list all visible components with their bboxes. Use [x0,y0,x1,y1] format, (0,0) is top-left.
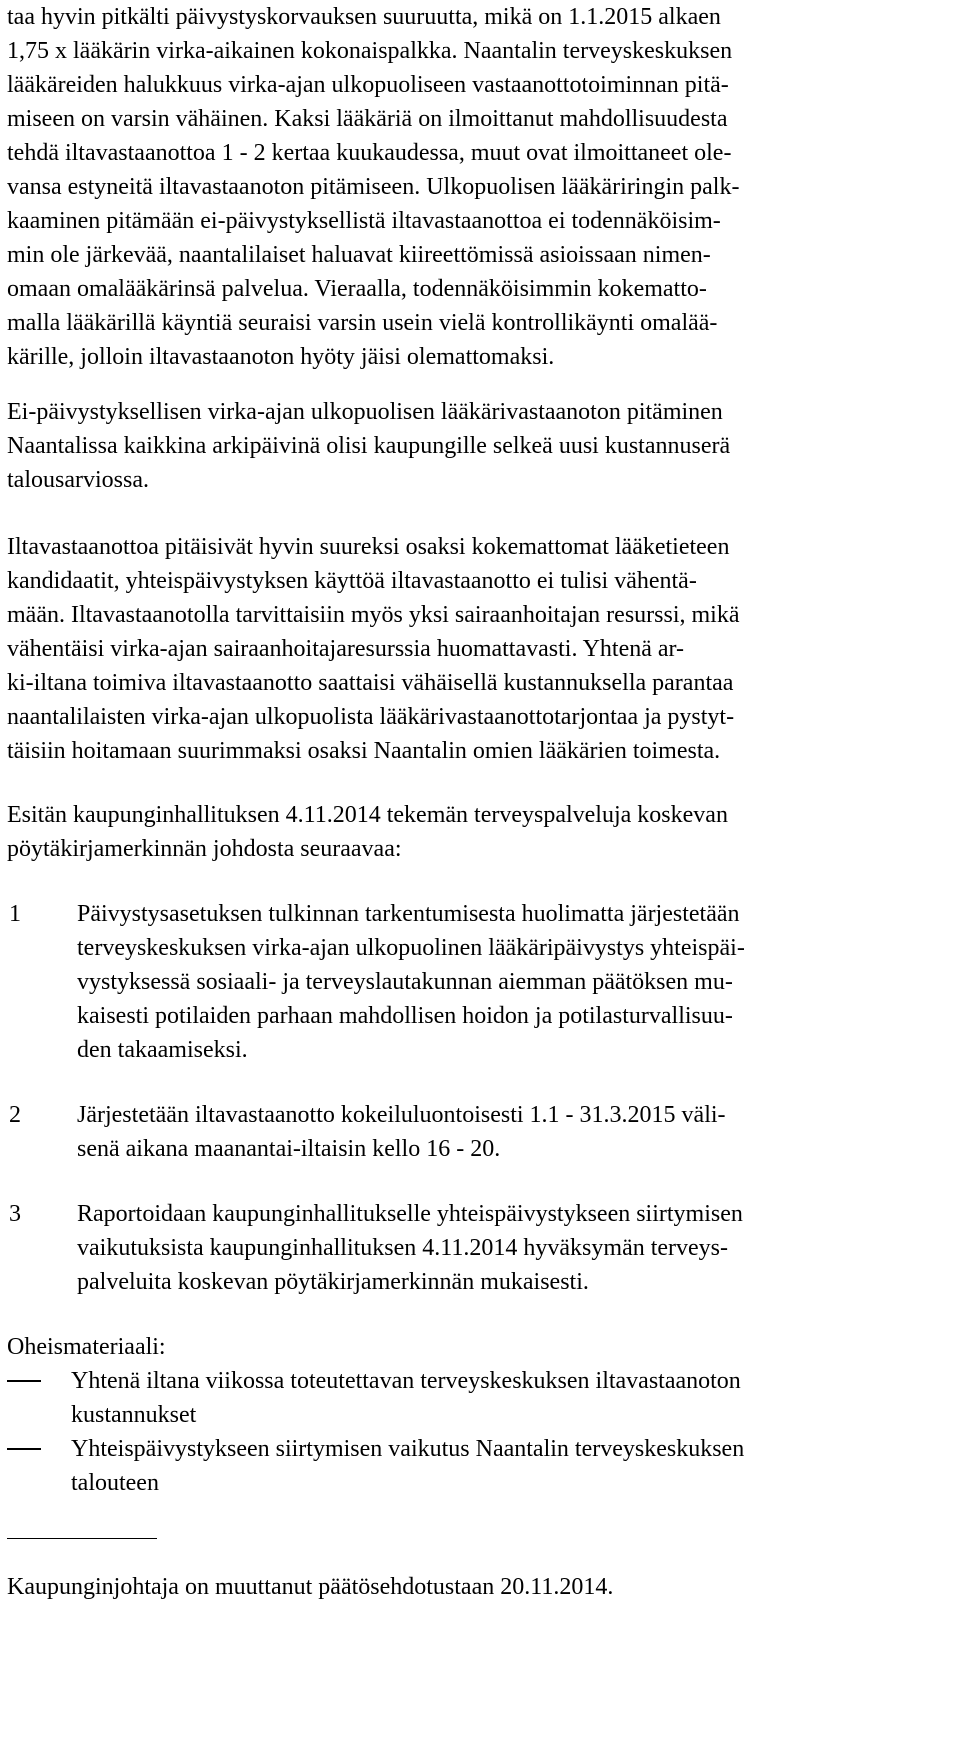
text-line: kaaminen pitämään ei-päivystyksellistä iltavastaanottoa ei todennäköisim- [7,208,721,234]
dash-bullet [7,1448,41,1450]
text-line: täisiin hoitamaan suurimmaksi osaksi Naantalin omien lääkärien toimesta. [7,738,721,764]
text-line: senä aikana maanantai-iltaisin kello 16 - 20. [77,1136,501,1162]
text-line: kustannukset [71,1402,197,1428]
text-line: Järjestetään iltavastaanotto kokeiluluontoisesti 1.1 - 31.3.2015 väli- [77,1102,726,1128]
text-line: naantalilaisten virka-ajan ulkopuolista lääkärivastaanottotarjontaa ja pystyt- [7,704,735,730]
text-line: kandidaatit, yhteispäivystyksen käyttöä iltavastaanotto ei tulisi vähentä- [7,568,697,594]
text-line: kärille, jolloin iltavastaanoton hyöty jäisi olemattomaksi. [7,344,555,370]
text-line: lääkäreiden halukkuus virka-ajan ulkopuoliseen vastaanottotoiminnan pitä- [7,72,729,98]
text-line: Päivystysasetuksen tulkinnan tarkentumisesta huolimatta järjestetään [77,901,740,927]
text-line: pöytäkirjamerkinnän johdosta seuraavaa: [7,836,402,862]
text-line: palveluita koskevan pöytäkirjamerkinnän mukaisesti. [77,1269,589,1295]
text-line: mään. Iltavastaanotolla tarvittaisiin myös yksi sairaanhoitajan resurssi, mikä [7,602,740,628]
text-line: miseen on varsin vähäinen. Kaksi lääkäriä on ilmoittanut mahdollisuudesta [7,106,728,132]
text-line: Naantalissa kaikkina arkipäivinä olisi kaupungille selkeä uusi kustannuserä [7,433,731,459]
text-line: min ole järkevää, naantalilaiset haluavat kiireettömissä asioissaan nimen- [7,242,711,268]
text-line: talouteen [71,1470,159,1496]
list-number: 2 [9,1102,21,1128]
text-line: taa hyvin pitkälti päivystyskorvauksen suuruutta, mikä on 1.1.2015 alkaen [7,4,721,30]
text-line: vansa estyneitä iltavastaanoton pitämiseen. Ulkopuolisen lääkäriringin palk- [7,174,740,200]
text-line: Yhtenä iltana viikossa toteutettavan terveyskeskuksen iltavastaanoton [71,1368,741,1394]
text-line: Raportoidaan kaupunginhallitukselle yhteispäivystykseen siirtymisen [77,1201,743,1227]
text-line: Ei-päivystyksellisen virka-ajan ulkopuolisen lääkärivastaanoton pitäminen [7,399,723,425]
text-line: talousarviossa. [7,467,149,493]
text-line: 1,75 x lääkärin virka-aikainen kokonaispalkka. Naantalin terveyskeskuksen [7,38,733,64]
separator-rule [7,1538,157,1539]
text-line: den takaamiseksi. [77,1037,248,1063]
dash-bullet [7,1380,41,1382]
text-line: vähentäisi virka-ajan sairaanhoitajaresurssia huomattavasti. Yhtenä ar- [7,636,685,662]
text-line: omaan omalääkärinsä palvelua. Vieraalla, todennäköisimmin kokematto- [7,276,707,302]
attachments-heading: Oheismateriaali: [7,1334,166,1360]
text-line: Yhteispäivystykseen siirtymisen vaikutus Naantalin terveyskeskuksen [71,1436,745,1462]
text-line: terveyskeskuksen virka-ajan ulkopuolinen lääkäripäivystys yhteispäi- [77,935,745,961]
list-number: 3 [9,1201,21,1227]
text-line: malla lääkärillä käyntiä seuraisi varsin usein vielä kontrollikäynti omalää- [7,310,718,336]
list-number: 1 [9,901,21,927]
text-line: vystyksessä sosiaali- ja terveyslautakunnan aiemman päätöksen mu- [77,969,733,995]
text-line: tehdä iltavastaanottoa 1 - 2 kertaa kuukaudessa, muut ovat ilmoittaneet ole- [7,140,732,166]
text-line: ki-iltana toimiva iltavastaanotto saattaisi vähäisellä kustannuksella parantaa [7,670,734,696]
text-line: vaikutuksista kaupunginhallituksen 4.11.2014 hyväksymän terveys- [77,1235,729,1261]
footer-note: Kaupunginjohtaja on muuttanut päätösehdotustaan 20.11.2014. [7,1574,614,1600]
text-line: kaisesti potilaiden parhaan mahdollisen hoidon ja potilasturvallisuu- [77,1003,733,1029]
text-line: Iltavastaanottoa pitäisivät hyvin suureksi osaksi kokemattomat lääketieteen [7,534,730,560]
text-line: Esitän kaupunginhallituksen 4.11.2014 tekemän terveyspalveluja koskevan [7,802,728,828]
